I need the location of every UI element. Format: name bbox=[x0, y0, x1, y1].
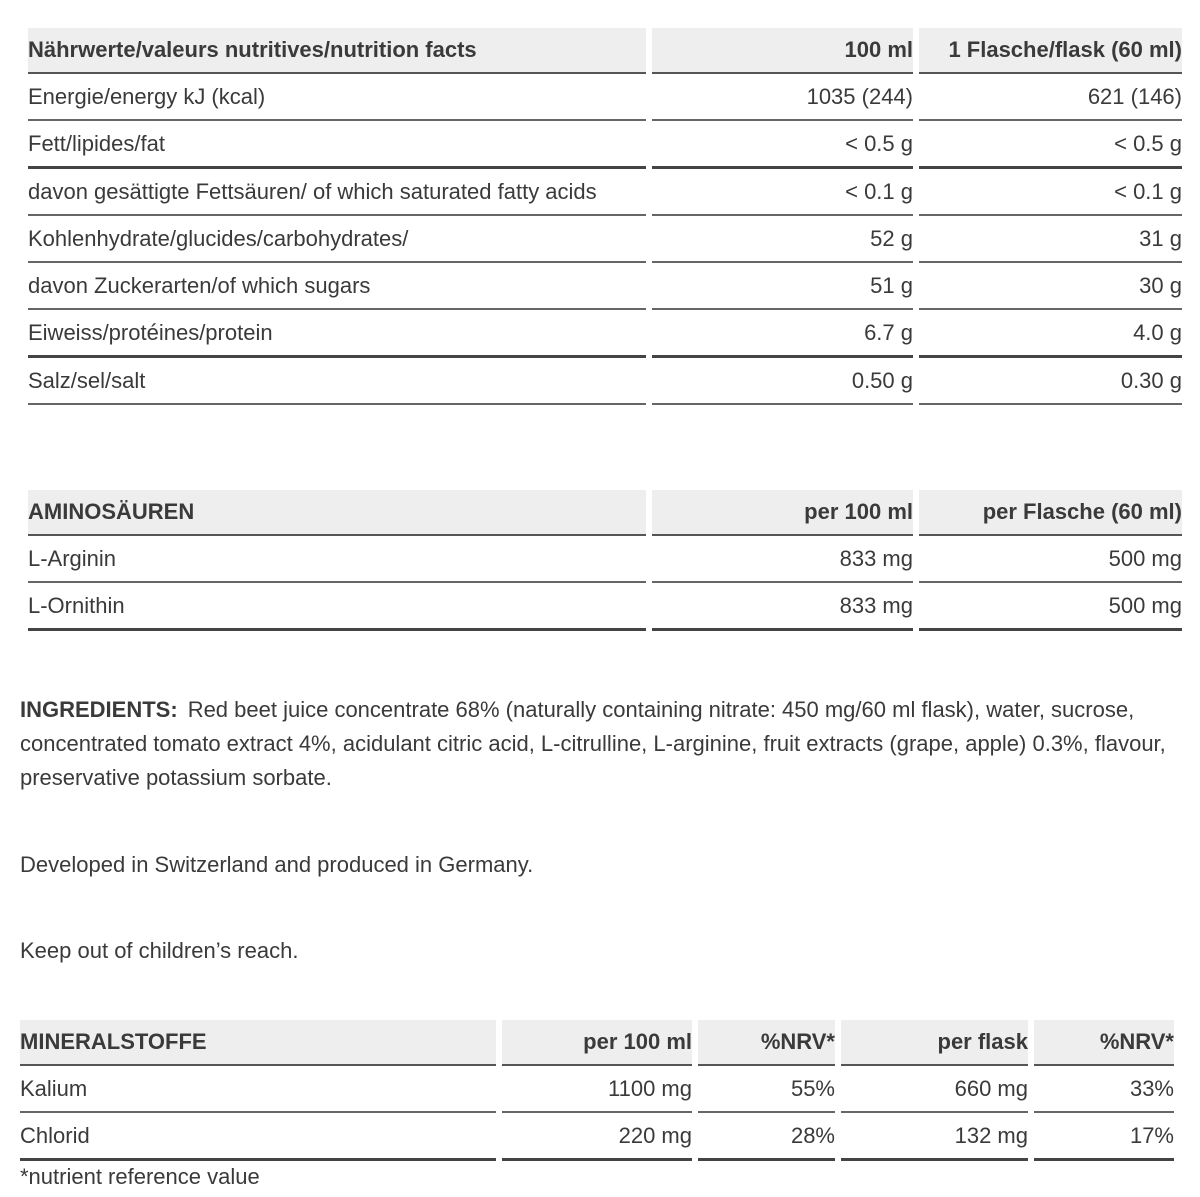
table-row bbox=[20, 1066, 1174, 1113]
row-value-per100: 833 mg bbox=[652, 583, 913, 631]
row-value-perflask: 0.30 g bbox=[919, 358, 1182, 405]
row-label: Kohlenhydrate/glucides/carbohydrates/ bbox=[28, 216, 646, 263]
row-label: Energie/energy kJ (kcal) bbox=[28, 74, 646, 121]
ingredients-paragraph bbox=[20, 693, 1185, 795]
amino-header-label: AMINOSÄUREN bbox=[28, 490, 646, 536]
table-row bbox=[28, 169, 1182, 216]
row-label: Kalium bbox=[20, 1066, 496, 1113]
row-value-per100: < 0.1 g bbox=[652, 169, 913, 216]
nutrition-header-perflask: 1 Flasche/flask (60 ml) bbox=[919, 28, 1182, 74]
row-value-perflask: 31 g bbox=[919, 216, 1182, 263]
nutrition-header-label: Nährwerte/valeurs nutritives/nutrition facts bbox=[28, 28, 646, 74]
nutrition-header-per100: 100 ml bbox=[652, 28, 913, 74]
row-value-per100: 6.7 g bbox=[652, 310, 913, 358]
nutrition-table bbox=[22, 28, 1188, 405]
row-label: Chlorid bbox=[20, 1113, 496, 1161]
table-row bbox=[28, 263, 1182, 310]
row-label: Salz/sel/salt bbox=[28, 358, 646, 405]
row-label: Eiweiss/protéines/protein bbox=[28, 310, 646, 358]
row-value-nrvflask: 17% bbox=[1034, 1113, 1174, 1161]
ingredients-label: INGREDIENTS: bbox=[20, 697, 178, 722]
row-value-perflask: 30 g bbox=[919, 263, 1182, 310]
ingredients-text: Red beet juice concentrate 68% (naturally containing nitrate: 450 mg/60 ml flask), water, sucrose, concentrated tomato extract 4%, acidulant citric acid, L-citrulline, L-arginine, fruit extracts (grape, apple) 0.3%, flavour, preservative potassium sorbate. bbox=[20, 697, 1166, 790]
row-value-perflask: < 0.1 g bbox=[919, 169, 1182, 216]
row-value-perflask: 4.0 g bbox=[919, 310, 1182, 358]
minerals-header-label: MINERALSTOFFE bbox=[20, 1020, 496, 1066]
origin-statement: Developed in Switzerland and produced in Germany. bbox=[20, 852, 534, 877]
minerals-header-perflask: per flask bbox=[841, 1020, 1028, 1066]
row-value-perflask: 500 mg bbox=[919, 536, 1182, 583]
table-row bbox=[28, 216, 1182, 263]
row-label: davon Zuckerarten/of which sugars bbox=[28, 263, 646, 310]
minerals-header-row bbox=[20, 1020, 1174, 1066]
safety-statement: Keep out of children’s reach. bbox=[20, 938, 299, 963]
row-value-per100: 52 g bbox=[652, 216, 913, 263]
row-value-per100: 51 g bbox=[652, 263, 913, 310]
minerals-table bbox=[14, 1020, 1180, 1161]
row-value-per100: 833 mg bbox=[652, 536, 913, 583]
row-value-nrvflask: 33% bbox=[1034, 1066, 1174, 1113]
nutrition-header-row bbox=[28, 28, 1182, 74]
row-label: Fett/lipides/fat bbox=[28, 121, 646, 169]
row-value-perflask: 660 mg bbox=[841, 1066, 1028, 1113]
row-value-per100: 220 mg bbox=[502, 1113, 692, 1161]
row-value-per100: 1035 (244) bbox=[652, 74, 913, 121]
table-row bbox=[28, 536, 1182, 583]
amino-header-perflask: per Flasche (60 ml) bbox=[919, 490, 1182, 536]
table-row bbox=[28, 583, 1182, 631]
row-value-perflask: < 0.5 g bbox=[919, 121, 1182, 169]
row-label: davon gesättigte Fettsäuren/ of which saturated fatty acids bbox=[28, 169, 646, 216]
table-row bbox=[28, 310, 1182, 358]
row-value-perflask: 132 mg bbox=[841, 1113, 1028, 1161]
nrv-footnote: *nutrient reference value bbox=[20, 1164, 260, 1189]
row-value-per100: < 0.5 g bbox=[652, 121, 913, 169]
table-row bbox=[28, 121, 1182, 169]
row-value-per100: 1100 mg bbox=[502, 1066, 692, 1113]
row-label: L-Arginin bbox=[28, 536, 646, 583]
minerals-header-per100: per 100 ml bbox=[502, 1020, 692, 1066]
row-label: L-Ornithin bbox=[28, 583, 646, 631]
row-value-per100: 0.50 g bbox=[652, 358, 913, 405]
table-row bbox=[28, 74, 1182, 121]
row-value-nrv100: 28% bbox=[698, 1113, 835, 1161]
row-value-perflask: 621 (146) bbox=[919, 74, 1182, 121]
minerals-header-nrvflask: %NRV* bbox=[1034, 1020, 1174, 1066]
table-row bbox=[20, 1113, 1174, 1161]
row-value-perflask: 500 mg bbox=[919, 583, 1182, 631]
row-value-nrv100: 55% bbox=[698, 1066, 835, 1113]
amino-header-row bbox=[28, 490, 1182, 536]
amino-acids-table bbox=[22, 490, 1188, 631]
minerals-header-nrv100: %NRV* bbox=[698, 1020, 835, 1066]
amino-header-per100: per 100 ml bbox=[652, 490, 913, 536]
table-row bbox=[28, 358, 1182, 405]
